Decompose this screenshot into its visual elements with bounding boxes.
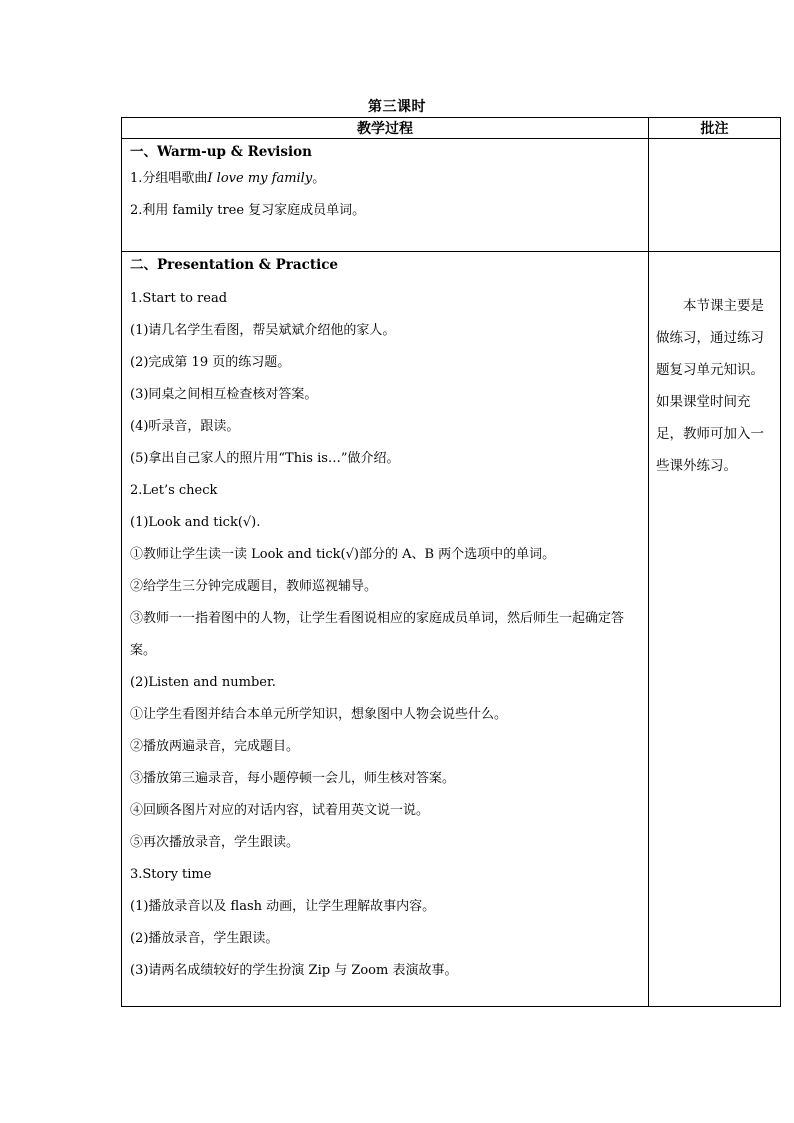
- practice-cell: [122, 252, 649, 1007]
- list-item: (4)听录音，跟读。: [130, 419, 240, 434]
- warmup-line-1: 1.分组唱歌曲I love my family。: [130, 171, 326, 186]
- song-title: I love my family: [207, 171, 313, 186]
- list-item: 3.Story time: [130, 867, 212, 882]
- warmup-heading: 一、Warm-up & Revision: [130, 144, 312, 160]
- section-practice-row: [122, 252, 781, 1007]
- header-notes: 批注: [649, 118, 781, 139]
- practice-notes-cell: [649, 252, 781, 1007]
- list-item: ④回顾各图片对应的对话内容，试着用英文说一说。: [130, 803, 430, 818]
- practice-lines: [122, 276, 648, 987]
- list-item: ②播放两遍录音，完成题目。: [130, 739, 300, 754]
- list-item: (2)播放录音，学生跟读。: [130, 931, 279, 946]
- list-item: 1.Start to read: [130, 291, 228, 306]
- page-title: 第三课时: [368, 99, 426, 115]
- list-item: ①让学生看图并结合本单元所学知识，想象图中人物会说些什么。: [130, 707, 508, 722]
- warmup-notes-cell: [649, 139, 781, 252]
- list-item: (1)播放录音以及 flash 动画，让学生理解故事内容。: [130, 899, 436, 914]
- practice-heading: 二、Presentation & Practice: [130, 257, 339, 273]
- list-item: ③播放第三遍录音，每小题停顿一会儿，师生核对答案。: [130, 771, 456, 786]
- list-item: ⑤再次播放录音，学生跟读。: [130, 835, 300, 850]
- list-item: 2.Let’s check: [130, 483, 218, 498]
- list-item: (5)拿出自己家人的照片用“This is…”做介绍。: [130, 451, 400, 466]
- list-item: (3)同桌之间相互检查核对答案。: [130, 387, 318, 402]
- teacher-note: 本节课主要是做练习，通过练习题复习单元知识。如果课堂时间充足，教师可加入一些课外练习。: [656, 298, 764, 474]
- warmup-cell: [122, 139, 649, 252]
- list-item: (2)Listen and number.: [130, 675, 276, 690]
- list-item: ②给学生三分钟完成题目，教师巡视辅导。: [130, 579, 378, 594]
- header-process: 教学过程: [122, 118, 649, 139]
- list-item: ①教师让学生读一读 Look and tick(√)部分的 A、B 两个选项中的单词。: [130, 547, 556, 562]
- list-item: ③教师一一指着图中的人物，让学生看图说相应的家庭成员单词，然后师生一起确定答案。: [130, 611, 625, 658]
- list-item: (3)请两名成绩较好的学生扮演 Zip 与 Zoom 表演故事。: [130, 963, 458, 978]
- list-item: (1)Look and tick(√).: [130, 515, 261, 530]
- list-item: (1)请几名学生看图，帮吴斌斌介绍他的家人。: [130, 323, 396, 338]
- list-item: (2)完成第 19 页的练习题。: [130, 355, 291, 370]
- warmup-line-2: 2.利用 family tree 复习家庭成员单词。: [130, 203, 366, 218]
- table-header-row: [122, 118, 781, 139]
- lesson-table: [121, 117, 781, 1007]
- section-warmup-row: [122, 139, 781, 252]
